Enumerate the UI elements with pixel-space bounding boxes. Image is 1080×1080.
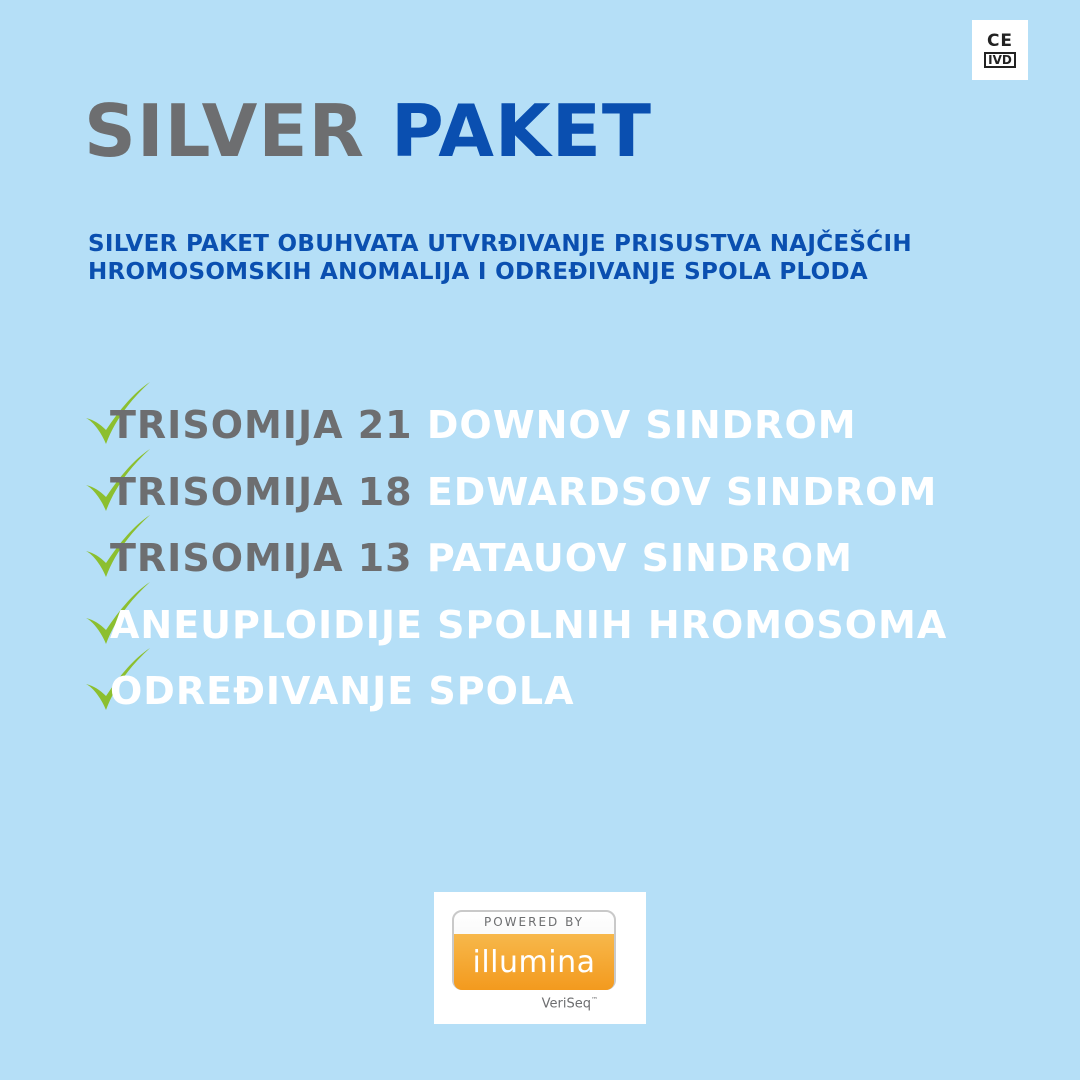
list-item-grey: TRISOMIJA 21 xyxy=(110,403,413,448)
illumina-brand: illumina xyxy=(472,944,596,980)
logo-badge xyxy=(452,910,616,990)
powered-by-label: POWERED BY xyxy=(483,915,584,929)
title-silver: SILVER xyxy=(84,89,365,173)
list-item xyxy=(84,525,1064,592)
subtitle-line-1: SILVER PAKET OBUHVATA UTVRĐIVANJE PRISUSTVA NAJČEŠĆIH xyxy=(88,231,912,257)
illumina-bar xyxy=(454,934,614,990)
subtitle xyxy=(88,230,1048,286)
list-item-white: DOWNOV SINDROM xyxy=(426,403,857,448)
list-item-text xyxy=(110,668,575,714)
feature-list xyxy=(84,392,1064,725)
list-item-text xyxy=(110,469,937,515)
ce-ivd-badge xyxy=(972,20,1028,80)
list-item xyxy=(84,592,1064,659)
list-item-text xyxy=(110,402,857,448)
list-item-white: EDWARDSOV SINDROM xyxy=(426,469,938,514)
subtitle-line-2: HROMOSOMSKIH ANOMALIJA I ODREĐIVANJE SPOLA PLODA xyxy=(88,259,869,285)
illumina-logo xyxy=(434,892,646,1024)
title-paket: PAKET xyxy=(391,89,653,173)
list-item-text xyxy=(110,602,947,648)
list-item-white: PATAUOV SINDROM xyxy=(426,536,853,581)
list-item xyxy=(84,392,1064,459)
ce-mark: CE xyxy=(986,31,1014,51)
list-item-grey: TRISOMIJA 18 xyxy=(110,469,413,514)
trademark: ™ xyxy=(591,996,598,1004)
veriseq-text: VeriSeq xyxy=(541,996,591,1012)
list-item-grey: TRISOMIJA 13 xyxy=(110,536,413,581)
list-item xyxy=(84,459,1064,526)
list-item-white: ANEUPLOIDIJE SPOLNIH HROMOSOMA xyxy=(110,602,948,647)
list-item xyxy=(84,658,1064,725)
list-item-text xyxy=(110,535,853,581)
veriseq-label xyxy=(542,996,598,1011)
ivd-mark: IVD xyxy=(984,52,1016,68)
page-title xyxy=(84,88,652,174)
list-item-white: ODREĐIVANJE SPOLA xyxy=(110,669,575,714)
